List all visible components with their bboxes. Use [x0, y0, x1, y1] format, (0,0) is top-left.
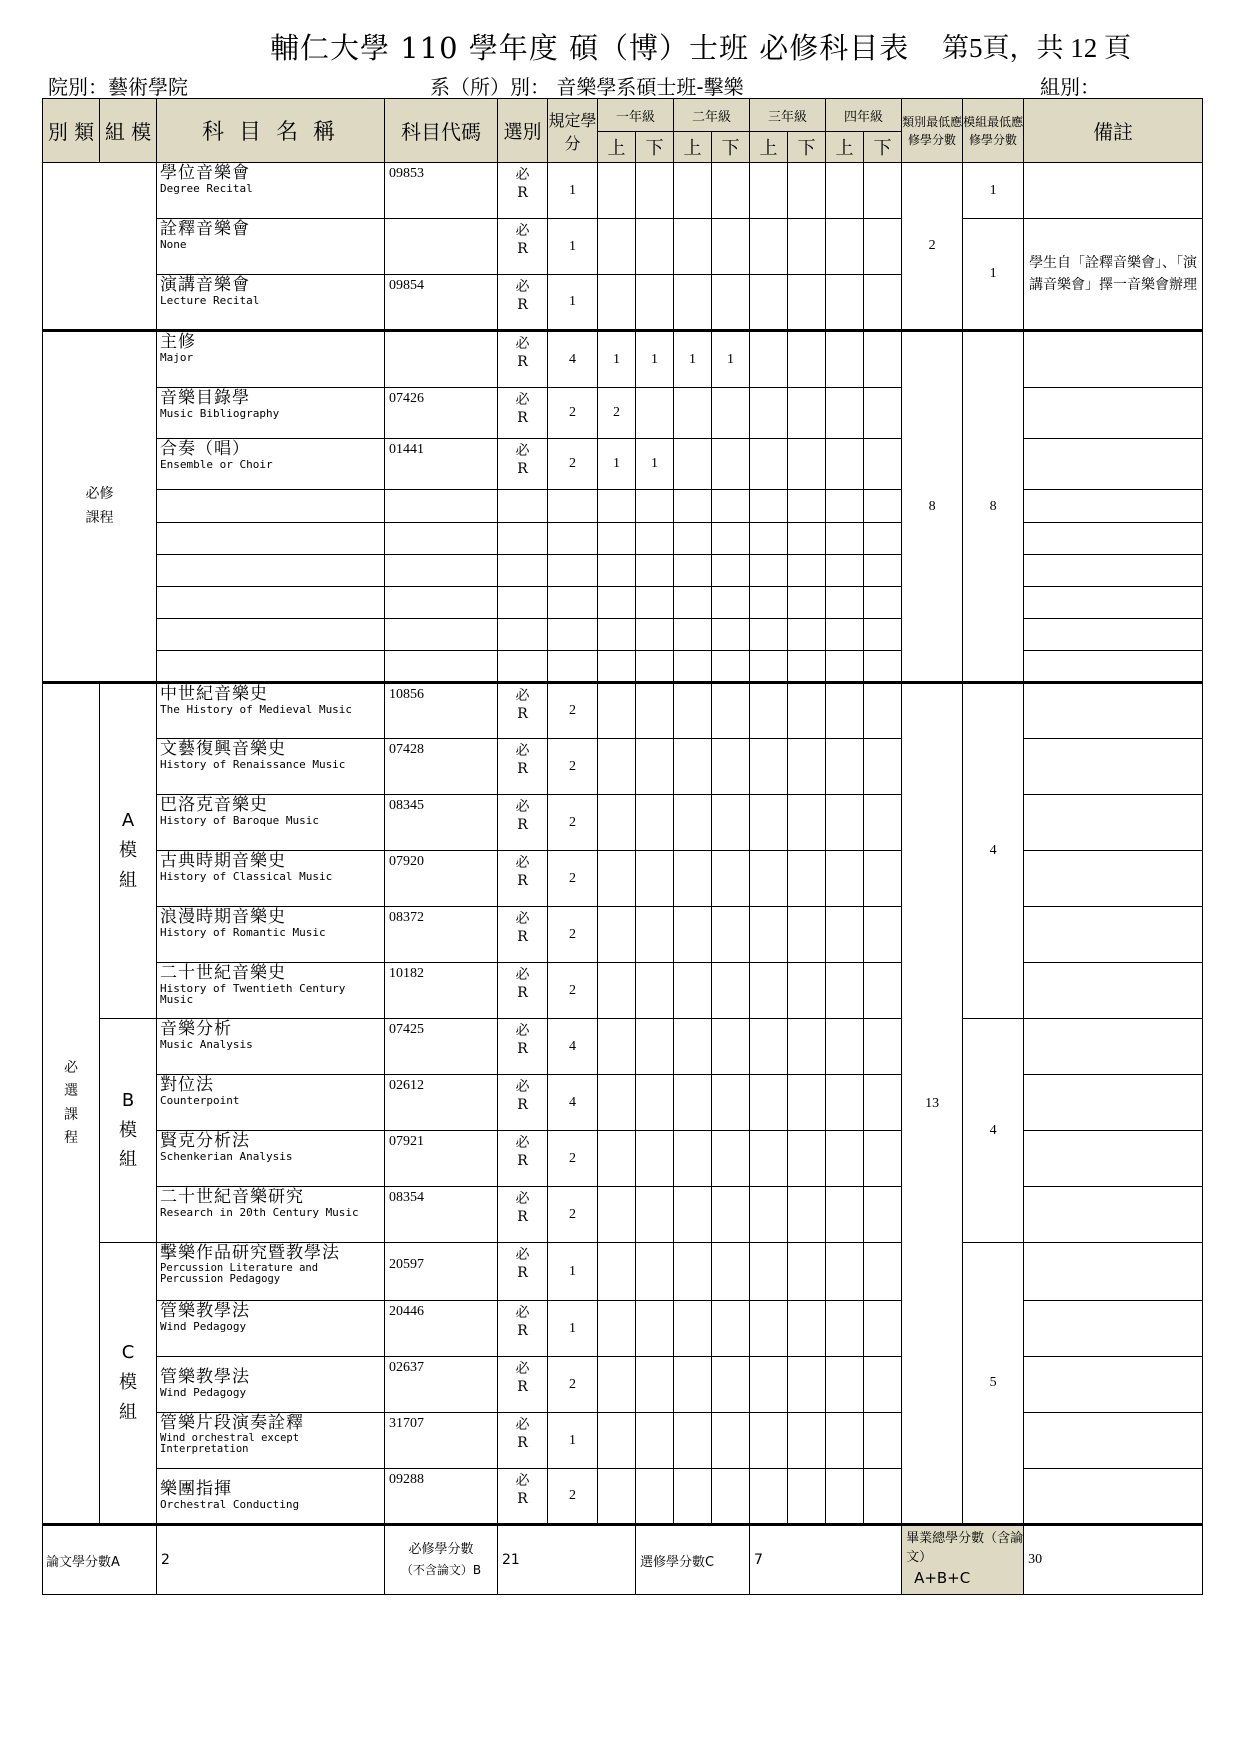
course-code: 07428: [385, 739, 498, 795]
table-row: [43, 1301, 1203, 1357]
course-code: 02637: [385, 1357, 498, 1413]
col-year3: 三年級: [750, 99, 826, 132]
year-credit: 1: [636, 331, 674, 388]
col-year4: 四年級: [826, 99, 902, 132]
col-select: 選別: [498, 99, 548, 163]
col-remark: 備註: [1024, 99, 1203, 163]
section3-label: 必選課程: [43, 683, 100, 1525]
course-select: 必 R: [498, 739, 548, 795]
table-row: [43, 1469, 1203, 1525]
course-name: 演講音樂會 Lecture Recital: [157, 275, 385, 331]
course-select: 必 R: [498, 683, 548, 739]
course-code: 09288: [385, 1469, 498, 1525]
course-code: 20597: [385, 1243, 498, 1301]
table-row: [43, 388, 1203, 439]
course-select: 必 R: [498, 851, 548, 907]
course-name: 二十世紀音樂研究 Research in 20th Century Music: [157, 1187, 385, 1243]
table-row: [43, 683, 1203, 739]
course-select: 必 R: [498, 907, 548, 963]
col-course-name: 科 目 名 稱: [157, 99, 385, 163]
page-number: 第5頁，共 12 頁: [942, 33, 1131, 63]
course-credits: 1: [548, 219, 598, 275]
college-label: 院別：藝術學院: [48, 75, 188, 99]
course-name: 擊樂作品研究暨教學法 Percussion Literature and Percussion Pedagogy: [157, 1243, 385, 1301]
course-credits: 2: [548, 1357, 598, 1413]
course-select: 必 R: [498, 1019, 548, 1075]
category-min: 8: [902, 331, 963, 683]
course-name: 二十世紀音樂史 History of Twentieth Century Music: [157, 963, 385, 1019]
table-row: [43, 439, 1203, 490]
course-name: 中世紀音樂史 The History of Medieval Music: [157, 683, 385, 739]
col-y4-down: 下: [864, 132, 902, 163]
category-min: 13: [902, 683, 963, 1525]
thesis-credits-label: 論文學分數A: [43, 1525, 157, 1595]
year-credit: 1: [598, 331, 636, 388]
course-code: 08354: [385, 1187, 498, 1243]
year-credit: 2: [598, 388, 636, 439]
course-code: 02612: [385, 1075, 498, 1131]
section2-label: 必修課程: [43, 331, 157, 683]
course-code: 10182: [385, 963, 498, 1019]
course-name: 管樂片段演奏詮釋 Wind orchestral except Interpretation: [157, 1413, 385, 1469]
course-credits: 4: [548, 331, 598, 388]
year-credit: [712, 388, 750, 439]
course-code: 07920: [385, 851, 498, 907]
course-select: 必 R: [498, 1301, 548, 1357]
course-select: 必 R: [498, 1243, 548, 1301]
required-credits-label: 必修學分數 （不含論文）B: [385, 1525, 498, 1595]
course-select: 必 R: [498, 1187, 548, 1243]
course-credits: 1: [548, 275, 598, 331]
course-name: 巴洛克音樂史 History of Baroque Music: [157, 795, 385, 851]
course-code: 07425: [385, 1019, 498, 1075]
table-row: [43, 490, 1203, 523]
module-a-label: A模組: [100, 683, 157, 1019]
course-code: [385, 331, 498, 388]
module-min: 4: [963, 1019, 1024, 1243]
course-name: 古典時期音樂史 History of Classical Music: [157, 851, 385, 907]
course-credits: 4: [548, 1019, 598, 1075]
course-credits: 2: [548, 907, 598, 963]
course-code: 10856: [385, 683, 498, 739]
col-code: 科目代碼: [385, 99, 498, 163]
table-row: [43, 1243, 1203, 1301]
course-code: 09853: [385, 163, 498, 219]
table-row: [43, 219, 1203, 275]
year-credit: 1: [598, 439, 636, 490]
module-min: 5: [963, 1243, 1024, 1525]
course-table: [42, 98, 1203, 1595]
course-select: 必 R: [498, 1131, 548, 1187]
course-name: 賢克分析法 Schenkerian Analysis: [157, 1131, 385, 1187]
col-y3-down: 下: [788, 132, 826, 163]
col-category: 別 類: [43, 99, 100, 163]
course-credits: 1: [548, 1413, 598, 1469]
course-code: 31707: [385, 1413, 498, 1469]
course-name: 詮釋音樂會 None: [157, 219, 385, 275]
course-name: 浪漫時期音樂史 History of Romantic Music: [157, 907, 385, 963]
table-row: [43, 1131, 1203, 1187]
table-row: [43, 963, 1203, 1019]
col-year1: 一年級: [598, 99, 674, 132]
col-y4-up: 上: [826, 132, 864, 163]
course-name: 音樂分析 Music Analysis: [157, 1019, 385, 1075]
course-credits: 2: [548, 739, 598, 795]
table-row: [43, 851, 1203, 907]
course-select: 必 R: [498, 1075, 548, 1131]
course-select: 必 R: [498, 163, 548, 219]
table-row: [43, 651, 1203, 683]
table-row: [43, 1413, 1203, 1469]
course-credits: 2: [548, 1131, 598, 1187]
table-row: [43, 1187, 1203, 1243]
elective-credits-label: 選修學分數C: [636, 1525, 750, 1595]
year-credit: 1: [674, 331, 712, 388]
course-name: 管樂教學法 Wind Pedagogy: [157, 1357, 385, 1413]
course-code: 08372: [385, 907, 498, 963]
section1-label: [43, 163, 157, 331]
col-year2: 二年級: [674, 99, 750, 132]
course-code: 09854: [385, 275, 498, 331]
table-row: [43, 523, 1203, 555]
col-credits: 規定學分: [548, 99, 598, 163]
course-code: [385, 219, 498, 275]
course-credits: 4: [548, 1075, 598, 1131]
course-select: 必 R: [498, 795, 548, 851]
course-name: 管樂教學法 Wind Pedagogy: [157, 1301, 385, 1357]
course-name: 合奏（唱） Ensemble or Choir: [157, 439, 385, 490]
course-code: 07426: [385, 388, 498, 439]
table-row: [43, 1075, 1203, 1131]
table-row: [43, 163, 1203, 219]
col-module-min: 模組最低應修學分數: [963, 99, 1024, 163]
col-category-min: 類別最低應修學分數: [902, 99, 963, 163]
remark-text: 學生自「詮釋音樂會」、「演講音樂會」擇一音樂會辦理: [1024, 219, 1203, 331]
course-code: 08345: [385, 795, 498, 851]
col-y1-up: 上: [598, 132, 636, 163]
table-row: [43, 331, 1203, 388]
course-name: 對位法 Counterpoint: [157, 1075, 385, 1131]
course-credits: 2: [548, 963, 598, 1019]
module-min: 1: [963, 163, 1024, 219]
module-min: 8: [963, 331, 1024, 683]
col-y2-down: 下: [712, 132, 750, 163]
course-credits: 1: [548, 1301, 598, 1357]
group-label: 組別：: [1040, 75, 1100, 99]
total-credits-label: 畢業總學分數（含論文） A+B+C: [902, 1525, 1024, 1595]
table-row: [43, 619, 1203, 651]
year-credit: [674, 388, 712, 439]
course-credits: 2: [548, 1187, 598, 1243]
total-credits-value: 30: [1024, 1525, 1203, 1595]
course-select: 必 R: [498, 275, 548, 331]
course-credits: 2: [548, 1469, 598, 1525]
department-label: 系（所）別： 音樂學系碩士班-擊樂: [430, 75, 744, 99]
thesis-credits-value: 2: [157, 1525, 385, 1595]
category-min: 2: [902, 163, 963, 331]
course-name: 學位音樂會 Degree Recital: [157, 163, 385, 219]
year-credit: [674, 439, 712, 490]
table-row: [43, 587, 1203, 619]
table-row: [43, 1357, 1203, 1413]
table-row: [43, 739, 1203, 795]
course-select: 必 R: [498, 1357, 548, 1413]
col-y1-down: 下: [636, 132, 674, 163]
module-min: 4: [963, 683, 1024, 1019]
table-row: [43, 555, 1203, 587]
col-y2-up: 上: [674, 132, 712, 163]
course-credits: 1: [548, 1243, 598, 1301]
course-name: 樂團指揮 Orchestral Conducting: [157, 1469, 385, 1525]
table-row: [43, 1019, 1203, 1075]
course-code: 07921: [385, 1131, 498, 1187]
module-b-label: B模組: [100, 1019, 157, 1243]
table-row: [43, 907, 1203, 963]
course-name: 文藝復興音樂史 History of Renaissance Music: [157, 739, 385, 795]
course-credits: 2: [548, 683, 598, 739]
year-credit: 1: [636, 439, 674, 490]
course-credits: 2: [548, 795, 598, 851]
course-code: 01441: [385, 439, 498, 490]
course-credits: 1: [548, 163, 598, 219]
course-select: 必 R: [498, 963, 548, 1019]
course-select: 必 R: [498, 439, 548, 490]
course-name: 主修 Major: [157, 331, 385, 388]
course-credits: 2: [548, 851, 598, 907]
module-c-label: C模組: [100, 1243, 157, 1525]
module-min: 1: [963, 219, 1024, 331]
course-select: 必 R: [498, 331, 548, 388]
course-select: 必 R: [498, 1413, 548, 1469]
summary-row: [43, 1525, 1203, 1595]
course-select: 必 R: [498, 219, 548, 275]
year-credit: 1: [712, 331, 750, 388]
course-select: 必 R: [498, 1469, 548, 1525]
course-select: 必 R: [498, 388, 548, 439]
col-y3-up: 上: [750, 132, 788, 163]
col-module: 組 模: [100, 99, 157, 163]
elective-credits-value: 7: [750, 1525, 902, 1595]
course-code: 20446: [385, 1301, 498, 1357]
document-title: 輔仁大學 110 學年度 碩（博）士班 必修科目表: [270, 31, 910, 65]
course-credits: 2: [548, 388, 598, 439]
year-credit: [636, 388, 674, 439]
course-credits: 2: [548, 439, 598, 490]
required-credits-value: 21: [498, 1525, 636, 1595]
course-name: 音樂目錄學 Music Bibliography: [157, 388, 385, 439]
table-row: [43, 795, 1203, 851]
year-credit: [712, 439, 750, 490]
